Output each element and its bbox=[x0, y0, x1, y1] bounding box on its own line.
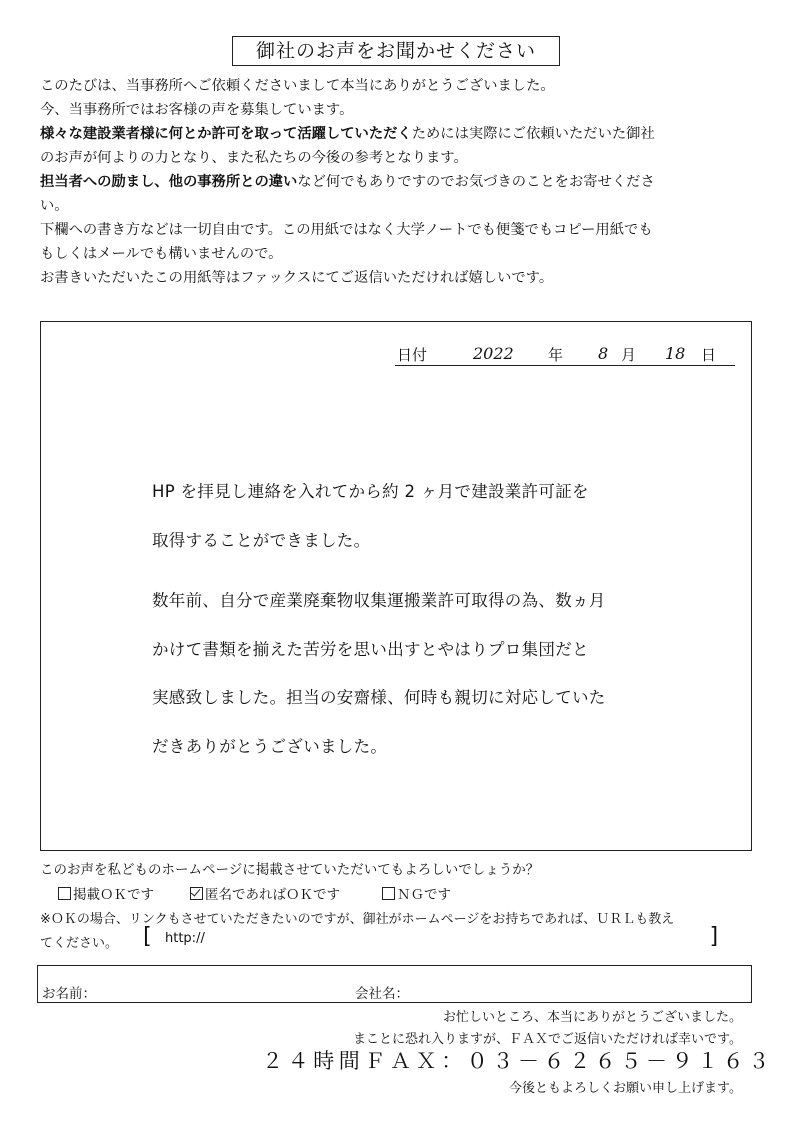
footer-closing: 今後ともよろしくお願い申し上げます。 bbox=[509, 1081, 742, 1096]
checkbox-ok[interactable] bbox=[58, 887, 71, 900]
customer-message bbox=[152, 468, 672, 771]
name-field[interactable] bbox=[108, 975, 338, 999]
footer-thanks: お忙しいところ、本当にありがとうございました。 bbox=[442, 1010, 742, 1025]
intro-line: 下欄への書き方などは一切自由です。この用紙ではなく大学ノートでも便箋でもコピー用紙でも bbox=[40, 222, 653, 238]
url-bracket-left: [ bbox=[140, 924, 154, 949]
date-year-unit: 年 bbox=[548, 346, 564, 364]
fax-number: ２４時間ＦＡＸ：０３－６２６５－９１６３ bbox=[262, 1049, 774, 1073]
date-day: 18 bbox=[665, 344, 686, 363]
intro-line: 担当者への励まし、他の事務所との違いなど何でもありですのでお気づきのことをお寄せくださ bbox=[40, 174, 655, 190]
intro-line: 今、当事務所ではお客様の声を募集しています。 bbox=[40, 102, 354, 118]
message-line: 取得することができました。 bbox=[152, 530, 371, 550]
footer-request: まことに恐れ入りますが、ＦＡＸでご返信いただければ幸いです。 bbox=[353, 1032, 742, 1047]
intro-emphasis: 様々な建設業者様に何とか許可を取って活躍していただく bbox=[40, 126, 412, 142]
message-line: だきありがとうございました。 bbox=[152, 736, 388, 756]
option-anonymous[interactable]: 匿名であればＯＫです bbox=[190, 883, 340, 903]
message-line: HP を拝見し連絡を入れてから約 2 ヶ月で建設業許可証を bbox=[152, 482, 589, 501]
intro-line: もしくはメールでも構いませんので。 bbox=[40, 246, 283, 262]
date-label: 日付 bbox=[397, 346, 428, 364]
intro-emphasis: 担当者への励まし、他の事務所との違い bbox=[40, 174, 298, 190]
date-year: 2022 bbox=[473, 344, 514, 363]
intro-line: い。 bbox=[40, 198, 69, 214]
intro-line: 様々な建設業者様に何とか許可を取って活躍していただくためには実際にご依頼いただいた御社 bbox=[40, 126, 655, 142]
url-note: ※ＯＫの場合、リンクもさせていただきたいのですが、御社がホームページをお持ちであれば、ＵＲＬも教え bbox=[40, 912, 675, 927]
message-line: 実感致しました。担当の安齋様、何時も親切に対応していた bbox=[152, 688, 606, 707]
checkbox-anonymous-checked[interactable] bbox=[190, 887, 203, 900]
company-label: 会社名： bbox=[355, 986, 409, 1002]
option-ok[interactable]: 掲載ＯＫです bbox=[58, 883, 154, 903]
url-bracket-right: ] bbox=[708, 924, 722, 949]
intro-line: のお声が何よりの力となり、また私たちの今後の参考となります。 bbox=[40, 150, 468, 166]
message-line: 数年前、自分で産業廃棄物収集運搬業許可取得の為、数ヵ月 bbox=[152, 591, 606, 610]
intro-text bbox=[40, 74, 770, 290]
consent-question: このお声を私どものホームページに掲載させていただいてもよろしいでしょうか？ bbox=[40, 862, 540, 878]
intro-line: このたびは、当事務所へご依頼くださいまして本当にありがとうございました。 bbox=[40, 78, 555, 94]
date-month: 8 bbox=[598, 344, 609, 363]
name-label: お名前： bbox=[42, 986, 96, 1002]
checkbox-ng[interactable] bbox=[382, 887, 395, 900]
url-input[interactable]: http:// bbox=[165, 931, 205, 946]
url-note-cont: てください。 bbox=[40, 936, 119, 951]
intro-line: お書きいただいたこの用紙等はファックスにてご返信いただければ嬉しいです。 bbox=[40, 270, 554, 286]
page-title: 御社のお声をお聞かせください bbox=[232, 36, 560, 66]
company-field[interactable] bbox=[412, 975, 742, 999]
date-day-unit: 日 bbox=[701, 346, 717, 364]
date-field[interactable] bbox=[395, 343, 735, 366]
message-line: かけて書類を揃えた苦労を思い出すとやはりプロ集団だと bbox=[152, 639, 589, 659]
date-month-unit: 月 bbox=[621, 346, 637, 364]
option-ng[interactable]: ＮＧです bbox=[382, 883, 451, 903]
